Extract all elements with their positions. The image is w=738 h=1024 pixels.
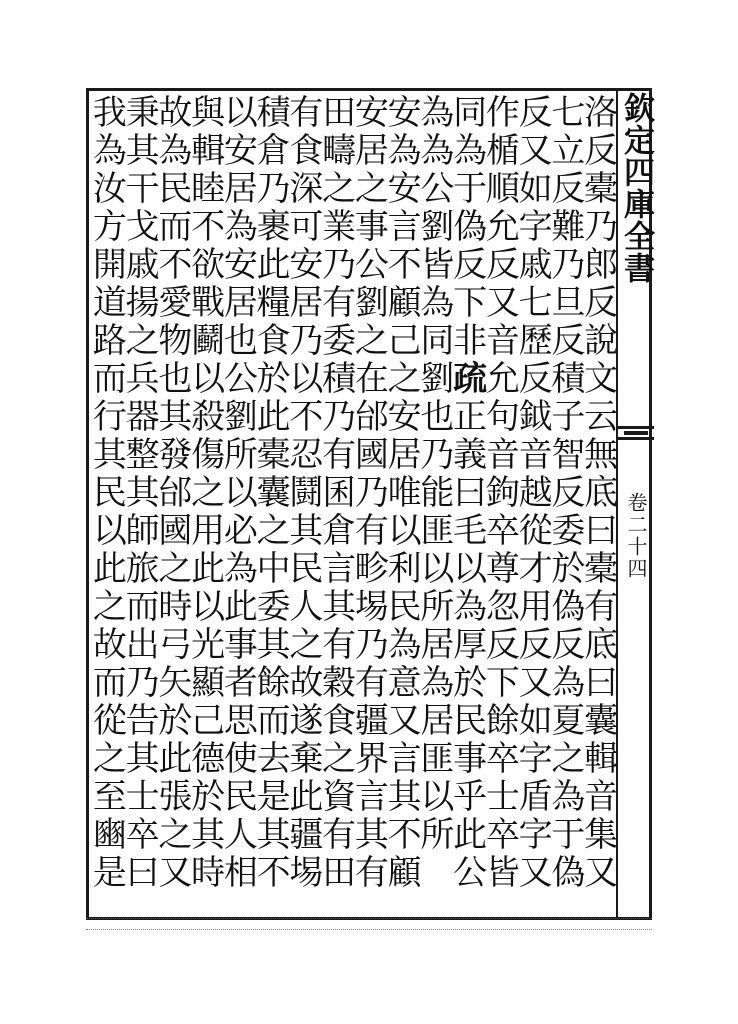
bottom-border-rule xyxy=(86,918,652,930)
text-column: 安為安言不顧己之安居唯以利民為意又言其不顧 xyxy=(381,94,422,892)
header-column xyxy=(616,90,654,918)
text-column: 田疇之業乃有委積乃有囷倉言其有穀食之資有田 xyxy=(315,94,356,892)
book-title: 欽定四庫全書 xyxy=(618,92,654,284)
text-column: 劉也乃能匪以所居為居匪以所 xyxy=(413,360,454,854)
text-column: 反又如字戚七歷反鉞音越從才用反又如字盾字又 xyxy=(512,94,553,892)
text-column: 積倉乃裹此糧食於此橐囊之中委其餘而去是其不 xyxy=(250,94,291,892)
text-column: 為為公劉皆為同 xyxy=(413,94,454,360)
text-column: 有食深可安居乃以不忍鬪其民人之故遂棄此疆埸 xyxy=(282,94,323,892)
text-column: 以安居為安居也公劉所以必為此事者思使民人相 xyxy=(217,94,258,892)
fish-tail-mark xyxy=(618,426,654,440)
volume-label: 卷二十四 xyxy=(624,492,648,580)
text-column: 正義曰毛以為厚於民事乎此公 xyxy=(446,398,487,892)
text-column: 安居之事公劉之在邰國乃有畛埸乃有疆界言其有 xyxy=(348,94,389,892)
text-column: 故為民而不愛物也其發邰國之時弓矢於此張之又 xyxy=(151,94,192,892)
text-column: 同為于偽反下非 xyxy=(446,94,487,360)
text-column: 洛反橐乃郎反說文云無底曰橐有底曰囊輯音集又 xyxy=(577,94,618,892)
text-column: 作楯順允反又音允句音鉤卒尊忽反下餘卒士卒皆 xyxy=(479,94,520,892)
commentary-marker: 疏 xyxy=(446,360,487,398)
text-column: 我為汝方開道路而行其民以此之故而從之至豳是 xyxy=(86,94,127,892)
text-column: 秉其干戈戚揚之兵器整其師旅而出乃告其士卒曰 xyxy=(119,94,160,892)
text-column: 與輯睦不欲戰鬬以殺傷之用此以光顯己德於其時 xyxy=(184,94,225,892)
text-column: 七立反難乃旦反積子智反委於偽反為夏之為于偽 xyxy=(544,94,585,892)
